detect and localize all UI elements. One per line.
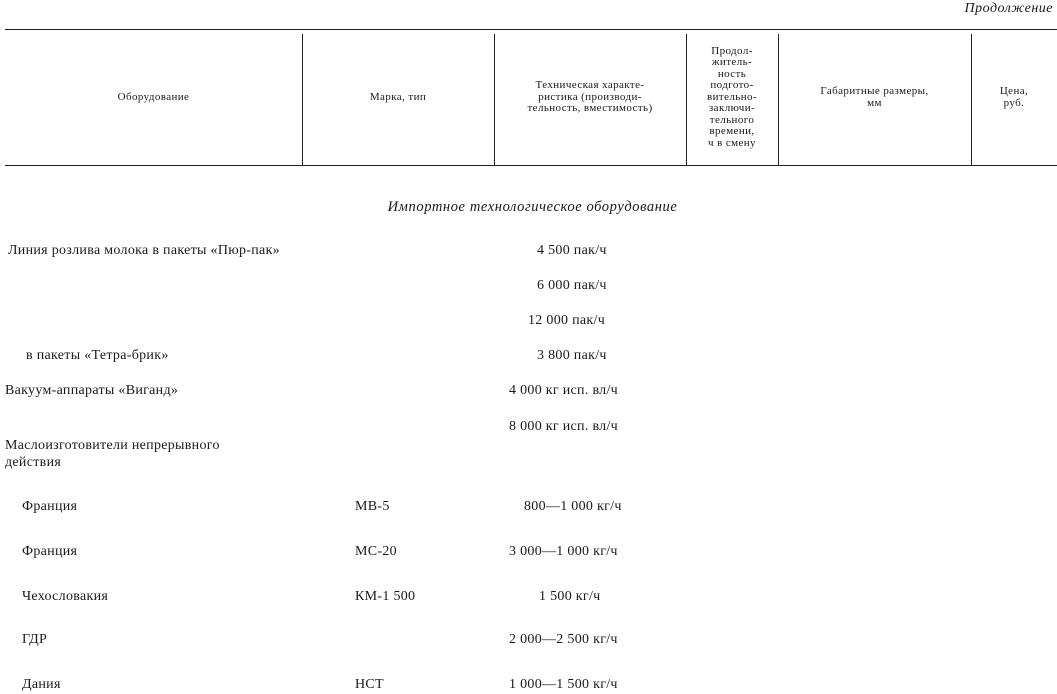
header-bottom-rule <box>5 165 1057 166</box>
capacity-cell: 4 000 кг исп. вл/ч <box>509 383 618 398</box>
column-header-capacity: Техническая характе- ристика (производи- тельность, вместимость) <box>527 79 653 115</box>
equipment-cell: Линия розлива молока в пакеты «Пюр-пак» <box>8 243 280 258</box>
column-header-price: Цена, руб. <box>999 85 1029 109</box>
equipment-cell: в пакеты «Тетра-брик» <box>26 348 169 363</box>
section-title: Импортное технологическое оборудование <box>387 199 678 215</box>
equipment-cell: Франция <box>22 544 78 559</box>
capacity-cell: 1 500 кг/ч <box>539 589 601 604</box>
equipment-cell: Чехословакия <box>22 589 109 604</box>
capacity-cell: 3 800 пак/ч <box>537 348 607 363</box>
capacity-cell: 3 000—1 000 кг/ч <box>509 544 618 559</box>
capacity-cell: 1 000—1 500 кг/ч <box>509 677 618 692</box>
capacity-cell: 800—1 000 кг/ч <box>524 499 622 514</box>
capacity-cell: 8 000 кг исп. вл/ч <box>509 419 618 434</box>
model-cell: МВ-5 <box>355 499 390 514</box>
column-header-dimensions: Габаритные размеры, мм <box>820 85 929 109</box>
model-cell: КМ-1 500 <box>355 589 416 604</box>
equipment-cell: Вакуум-аппараты «Виганд» <box>5 383 179 398</box>
equipment-cell: Дания <box>22 677 61 692</box>
column-header-duration: Продол- житель- ность подгото- вительно- заключи- тельного времени, ч в смену <box>707 44 757 149</box>
model-cell: НСТ <box>355 677 384 692</box>
capacity-cell: 6 000 пак/ч <box>537 278 607 293</box>
equipment-cell: ГДР <box>22 632 48 647</box>
equipment-cell: Франция <box>22 499 78 514</box>
column-header-equipment: Оборудование <box>117 90 190 103</box>
capacity-cell: 12 000 пак/ч <box>528 313 606 328</box>
capacity-cell: 2 000—2 500 кг/ч <box>509 632 618 647</box>
capacity-cell: 4 500 пак/ч <box>537 243 607 258</box>
continuation-label: Продолжение <box>964 1 1053 16</box>
model-cell: МС-20 <box>355 544 397 559</box>
column-header-model: Марка, тип <box>369 90 427 103</box>
equipment-cell: Маслоизготовители непрерывного действия <box>5 438 220 470</box>
